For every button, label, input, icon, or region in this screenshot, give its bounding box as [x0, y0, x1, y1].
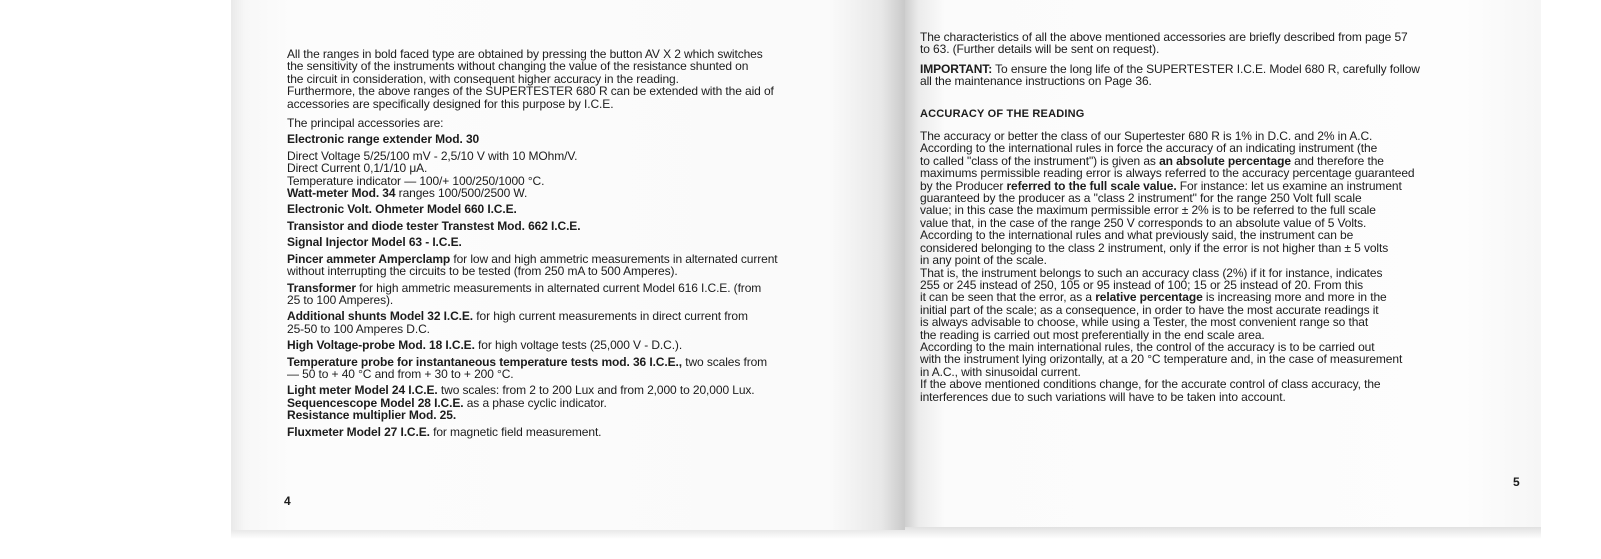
acc-line: If the above mentioned conditions change, for the accurate control of class accuracy, the [920, 377, 1381, 392]
shunts-text: for high current measurements in direct current from [473, 309, 748, 324]
flux-entry [287, 426, 891, 438]
transformer-text-2: 25 to 100 Amperes). [287, 292, 394, 307]
important-label: IMPORTANT: [920, 61, 993, 76]
intro-line: the sensitivity of the instruments without changing the value of the resistance shunted on [287, 59, 749, 74]
acc-emphasis: referred to the full scale value. [1006, 178, 1177, 193]
left-page-body [287, 48, 891, 438]
acc-text: it can be seen that the error, as a [920, 290, 1096, 305]
acc-line: The accuracy or better the class of our Supertester 680 R is 1% in D.C. and 2% in A.C. [920, 129, 1373, 144]
right-page-body [920, 31, 1526, 403]
acc-line: maximums permissible reading error is always referred to the accuracy percentage guaranteed [920, 166, 1415, 181]
temp-text-2: — 50 to + 40 °C and from + 30 to + 200 °C. [287, 366, 514, 381]
acc-line: in any point of the scale. [920, 253, 1047, 268]
acc-line: value that, in the case of the range 250 V corresponds to an absolute value of 5 Volts. [920, 215, 1367, 230]
right-page [905, 0, 1541, 527]
shunts-text-2: 25-50 to 100 Amperes D.C. [287, 321, 430, 336]
acc-line: initial part of the scale; as a consequence, in order to have the most accurate readings it [920, 302, 1379, 317]
important-text-2: all the maintenance instructions on Page 36. [920, 74, 1152, 89]
acc-line: According to the international rules in force the accuracy of an indicating instrument (the [920, 141, 1378, 156]
acc-line: in A.C., with sinusoidal current. [920, 364, 1081, 379]
pincer-text: for low and high ammetric measurements in alternated current [450, 251, 778, 266]
voltohm-title: Electronic Volt. Ohmeter Model 660 I.C.E. [287, 202, 517, 217]
acc-text: by the Producer [920, 178, 1007, 193]
extender-line: Direct Current 0,1/1/10 μA. [287, 161, 428, 176]
acc-line: interferences due to such variations will have to be taken into account. [920, 389, 1286, 404]
pincer-text-2: without interrupting the circuits to be tested (from 250 mA to 500 Amperes). [287, 264, 678, 279]
important-text: To ensure the long life of the SUPERTESTER I.C.E. Model 680 R, carefully follow [992, 61, 1420, 76]
char-line: to 63. (Further details will be sent on request). [920, 42, 1160, 57]
acc-line: value; in this case the maximum permissible error ± 2% is to be referred to the full scale [920, 203, 1376, 218]
light-title: Light meter Model 24 I.C.E. [287, 383, 438, 398]
acc-line: is always advisable to choose, while using a Tester, the most convenient range so that [920, 315, 1369, 330]
hv-entry [287, 339, 891, 351]
page-number-left: 4 [284, 494, 291, 508]
signal-title: Signal Injector Model 63 - I.C.E. [287, 235, 462, 250]
extender-title: Electronic range extender Mod. 30 [287, 132, 480, 147]
acc-text: to called "class of the instrument") is given as [920, 153, 1160, 168]
acc-line [920, 291, 1526, 303]
char-line: The characteristics of all the above mentioned accessories are briefly described from page 57 [920, 30, 1408, 44]
temp-title: Temperature probe for instantaneous temperature tests mod. 36 I.C.E., [287, 354, 682, 369]
flux-text: for magnetic field measurement. [429, 424, 602, 439]
shunts-title: Additional shunts Model 32 I.C.E. [287, 309, 474, 324]
acc-emphasis: relative percentage [1095, 290, 1203, 305]
wattmeter-entry [287, 187, 891, 199]
acc-text: and therefore the [1290, 153, 1384, 168]
resist-title: Resistance multiplier Mod. 25. [287, 408, 457, 423]
section-heading: ACCURACY OF THE READING [920, 107, 1085, 120]
extender-line: Direct Voltage 5/25/100 mV - 2,5/10 V with 10 MOhm/V. [287, 148, 578, 163]
acc-line: the reading is carried out most preferentially in the end scale area. [920, 327, 1265, 342]
intro-line: Furthermore, the above ranges of the SUPERTESTER 680 R can be extended with the aid of [287, 84, 774, 99]
transformer-text: for high ammetric measurements in alternated current Model 616 I.C.E. (from [355, 280, 762, 295]
seq-title: Sequencescope Model 28 I.C.E. [287, 395, 464, 410]
pincer-title: Pincer ammeter Amperclamp [287, 251, 451, 266]
accessories-intro: The principal accessories are: [287, 116, 444, 131]
wattmeter-title: Watt-meter Mod. 34 [287, 186, 396, 201]
wattmeter-text: ranges 100/500/2500 W. [395, 186, 528, 201]
transformer-title: Transformer [287, 280, 356, 295]
intro-line: the circuit in consideration, with consequent higher accuracy in the reading. [287, 71, 679, 86]
left-page [231, 0, 905, 530]
temp-text: two scales from [681, 354, 768, 369]
acc-text: For instance: let us examine an instrument [1176, 178, 1402, 193]
transistor-title: Transistor and diode tester Transtest Mod. 662 I.C.E. [287, 218, 581, 233]
acc-line: with the instrument lying orizontally, at a 20 °C temperature and, in the case of measurement [920, 352, 1403, 367]
acc-line: guaranteed by the producer as a "class 2 instrument" for the range 250 Volt full scale [920, 191, 1362, 206]
shunts-entry [287, 310, 891, 322]
acc-line: According to the main international rules, the control of the accuracy is to be carried out [920, 339, 1375, 354]
flux-title: Fluxmeter Model 27 I.C.E. [287, 424, 430, 439]
page-number-right: 5 [1513, 475, 1520, 489]
acc-emphasis: an absolute percentage [1159, 153, 1291, 168]
acc-line: considered belonging to the class 2 instrument, only if the error is not higher than ± 5 volts [920, 240, 1389, 255]
extender-line: Temperature indicator — 100/+ 100/250/1000 °C. [287, 173, 545, 188]
acc-line: 255 or 245 instead of 250, 105 or 95 instead of 100; 15 or 25 instead of 20. From this [920, 277, 1364, 292]
acc-text: is increasing more and more in the [1202, 290, 1387, 305]
seq-text: as a phase cyclic indicator. [463, 395, 607, 410]
hv-text: for high voltage tests (25,000 V - D.C.). [474, 338, 683, 353]
intro-line: All the ranges in bold faced type are obtained by pressing the button AV X 2 which switches [287, 47, 763, 61]
acc-line: That is, the instrument belongs to such an accuracy class (2%) if it for instance, indicates [920, 265, 1383, 280]
acc-line: According to the international rules and what previously said, the instrument can be [920, 228, 1354, 243]
hv-title: High Voltage-probe Mod. 18 I.C.E. [287, 338, 475, 353]
intro-line: accessories are specifically designed for this purpose by I.C.E. [287, 96, 614, 111]
light-text: two scales: from 2 to 200 Lux and from 2,000 to 20,000 Lux. [437, 383, 755, 398]
